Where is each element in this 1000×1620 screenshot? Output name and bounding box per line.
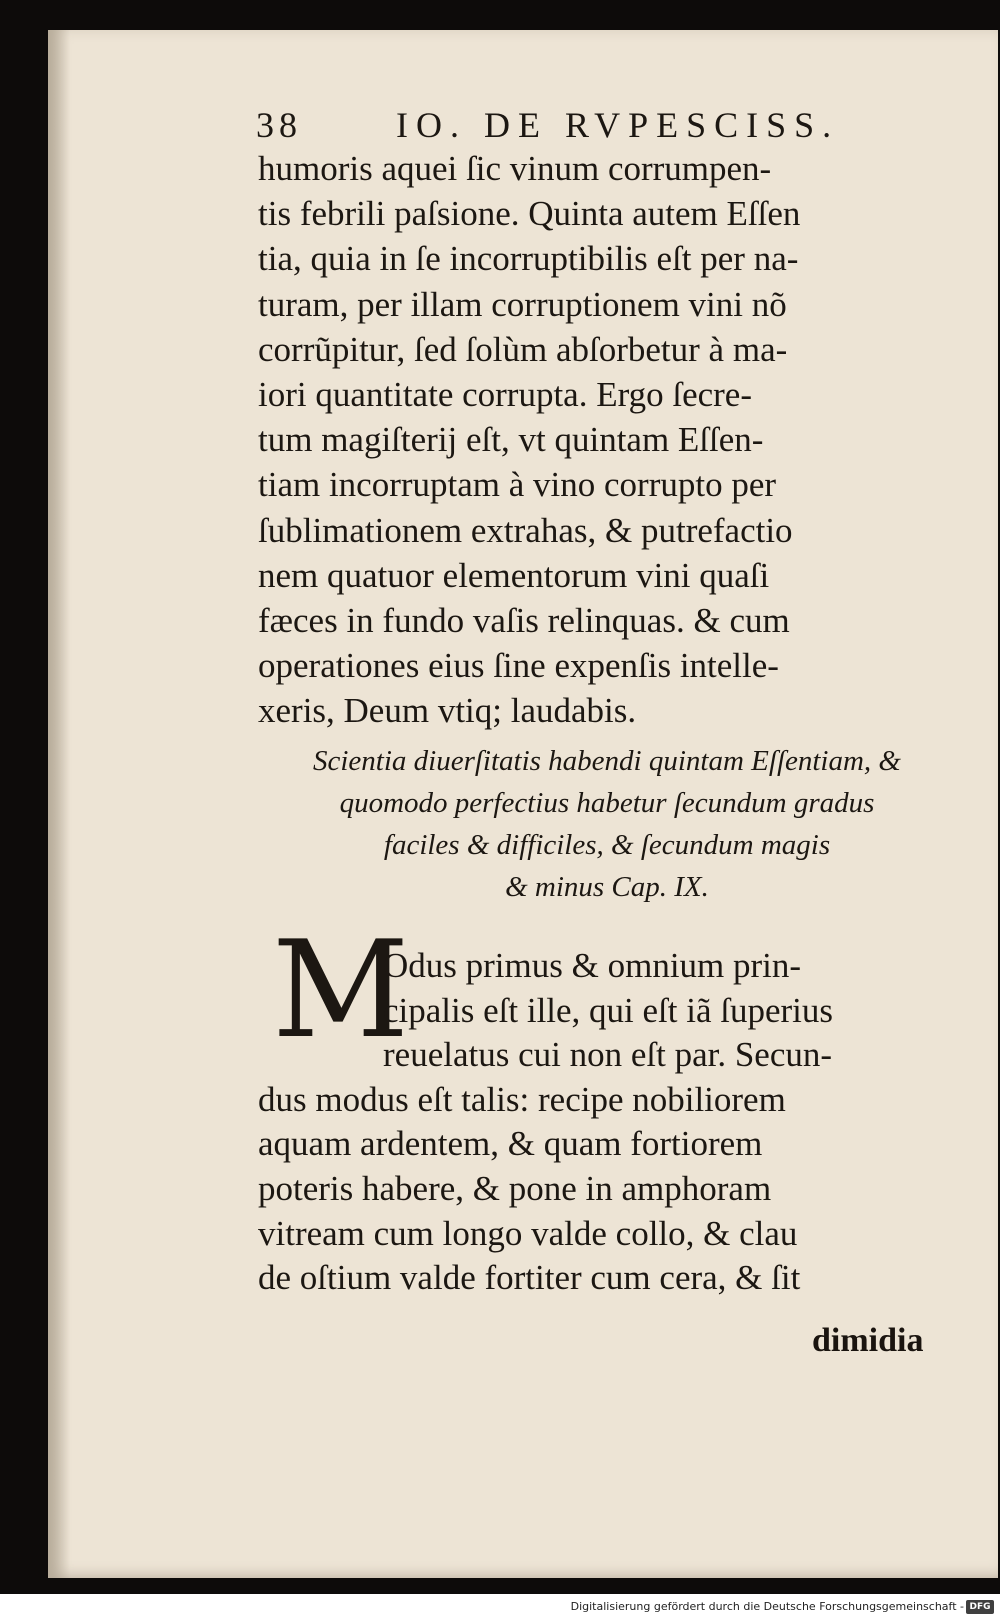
heading-line: Scientia diuerſitatis habendi quintam Eſſentiam, & [312, 745, 901, 777]
text-line: humoris aquei ſic vinum corrumpen- [258, 149, 772, 188]
text-line: tis febrili paſsione. Quinta autem Eſſen [258, 194, 801, 234]
running-head-title: IO. DE RVPESCISS. [396, 105, 840, 145]
heading-line: quomodo perfectius habetur ſecundum gradus [339, 787, 875, 819]
text-line: corrũpitur, ſed ſolùm abſorbetur à ma- [258, 329, 788, 369]
heading-line: faciles & difficiles, & ſecundum magis [383, 829, 831, 861]
catchword: dimidia [812, 1322, 924, 1359]
text-line: iori quantitate corrupta. Ergo ſecre- [258, 374, 752, 414]
digitization-footer [0, 1594, 1000, 1620]
text-line: ſublimationem extrahas, & putrefactio [258, 510, 793, 550]
text-line: turam, per illam corruptionem vini nõ [258, 284, 787, 324]
chapter-heading [262, 740, 952, 908]
text-line: tiam incorruptam à vino corrupto per [258, 465, 777, 505]
text-line: aquam ardentem, & quam fortiorem [258, 1124, 763, 1164]
paragraph-1 [258, 146, 938, 733]
text-line: dus modus eſt talis: recipe nobiliorem [258, 1079, 786, 1119]
text-line: reuelatus cui non eſt par. Secun- [383, 1035, 833, 1075]
text-line: vitream cum longo valde collo, & clau [258, 1213, 798, 1253]
text-line: Odus primus & omnium prin- [383, 946, 802, 985]
text-line: operationes eius ſine expenſis intelle- [258, 646, 779, 686]
dfg-logo: DFG [966, 1600, 994, 1614]
text-line: fæces in fundo vaſis relinquas. & cum [258, 600, 790, 640]
heading-line: & minus Cap. IX. [505, 871, 709, 903]
text-line: tum magiſterij eſt, vt quintam Eſſen- [258, 420, 764, 460]
text-line: nem quatuor elementorum vini quaſi [258, 555, 770, 595]
footer-text: Digitalisierung gefördert durch die Deutsche Forschungsgemeinschaft - [570, 1600, 964, 1613]
text-line: tia, quia in ſe incorruptibilis eſt per na- [258, 239, 799, 279]
text-line: de oſtium valde fortiter cum cera, & ſit [258, 1258, 801, 1298]
drop-cap: M [272, 912, 410, 1068]
running-header [256, 104, 846, 150]
text-line: poteris habere, & pone in amphoram [258, 1168, 772, 1208]
page-number: 38 [256, 105, 302, 145]
text-line: cipalis eſt ille, qui eſt iã ſuperius [383, 990, 834, 1030]
text-line: xeris, Deum vtiq; laudabis. [258, 691, 637, 731]
paragraph-2 [258, 944, 948, 1301]
